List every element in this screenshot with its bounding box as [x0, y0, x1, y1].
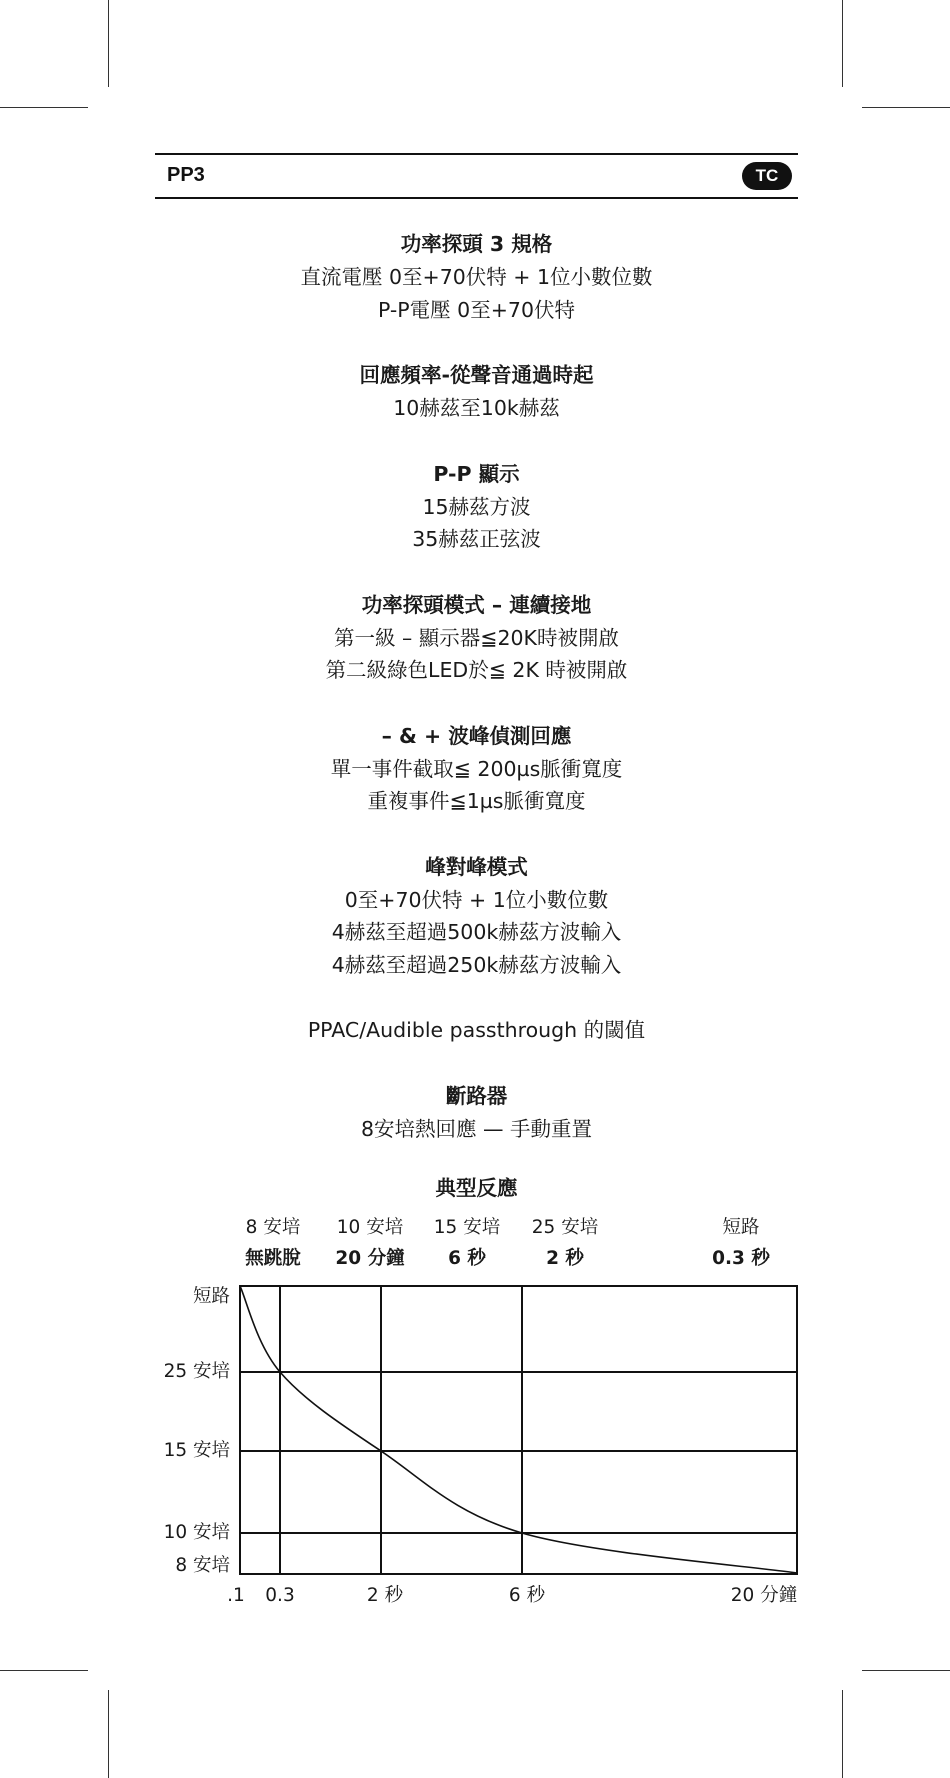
spec-line: 第一級 – 顯示器≦20K時被開啟: [334, 625, 619, 650]
column-trip-time-label: 0.3 秒: [712, 1248, 770, 1269]
chart-frame: [240, 1286, 797, 1574]
column-current-label: 15 安培: [433, 1217, 501, 1238]
y-tick-label: 15 安培: [163, 1440, 230, 1461]
column-current-label: 10 安培: [336, 1217, 404, 1238]
column-trip-time-label: 2 秒: [546, 1248, 584, 1269]
x-tick-label: 6 秒: [508, 1585, 546, 1606]
spec-line: PPAC/Audible passthrough 的閾值: [307, 1018, 646, 1042]
spec-line: 35赫茲正弦波: [412, 527, 541, 551]
spec-title: 斷路器: [445, 1083, 508, 1108]
column-current-label: 8 安培: [245, 1217, 301, 1238]
spec-title: 功率探頭模式 – 連續接地: [361, 592, 592, 617]
spec-line: 8安培熱回應 — 手動重置: [360, 1116, 593, 1141]
spec-line: 重複事件≦1µs脈衝寬度: [367, 789, 586, 813]
model-name: PP3: [167, 164, 205, 186]
y-tick-label: 10 安培: [163, 1522, 230, 1543]
spec-title: 回應頻率-從聲音通過時起: [359, 363, 594, 387]
spec-line: 直流電壓 0至+70伏特 + 1位小數位數: [300, 265, 653, 289]
spec-line: 10赫茲至10k赫茲: [393, 396, 560, 420]
spec-line: 4赫茲至超過500k赫茲方波輸入: [331, 920, 622, 944]
spec-title: P-P 顯示: [433, 461, 520, 486]
x-tick-label: 2 秒: [366, 1585, 404, 1606]
spec-title: 峰對峰模式: [425, 854, 528, 879]
y-tick-label: 25 安培: [163, 1361, 230, 1382]
column-trip-time-label: 6 秒: [448, 1248, 486, 1269]
x-tick-label: 0.3: [265, 1585, 295, 1606]
spec-line: P-P電壓 0至+70伏特: [378, 297, 575, 322]
spec-line: 第二級綠色LED於≦ 2K 時被開啟: [325, 658, 628, 682]
x-tick-label: .1: [227, 1585, 245, 1606]
y-tick-label: 8 安培: [175, 1555, 230, 1576]
column-trip-time-label: 20 分鐘: [335, 1248, 405, 1269]
column-trip-time-label: 無跳脫: [245, 1248, 301, 1269]
spec-title: 功率探頭 3 規格: [400, 232, 553, 256]
spec-line: 單一事件截取≦ 200µs脈衝寬度: [330, 756, 623, 781]
spec-line: 15赫茲方波: [422, 494, 531, 519]
x-tick-label: 20 分鐘: [730, 1585, 798, 1606]
spec-line: 4赫茲至超過250k赫茲方波輸入: [331, 952, 622, 977]
column-current-label: 短路: [722, 1217, 760, 1238]
language-badge: TC: [742, 162, 792, 190]
spec-title: – & + 波峰偵測回應: [381, 723, 572, 748]
spec-line: 0至+70伏特 + 1位小數位數: [344, 887, 609, 912]
trip-curve: [240, 1286, 797, 1573]
y-tick-label: 短路: [192, 1286, 230, 1307]
column-current-label: 25 安培: [531, 1217, 599, 1238]
chart-title: 典型反應: [435, 1176, 518, 1200]
